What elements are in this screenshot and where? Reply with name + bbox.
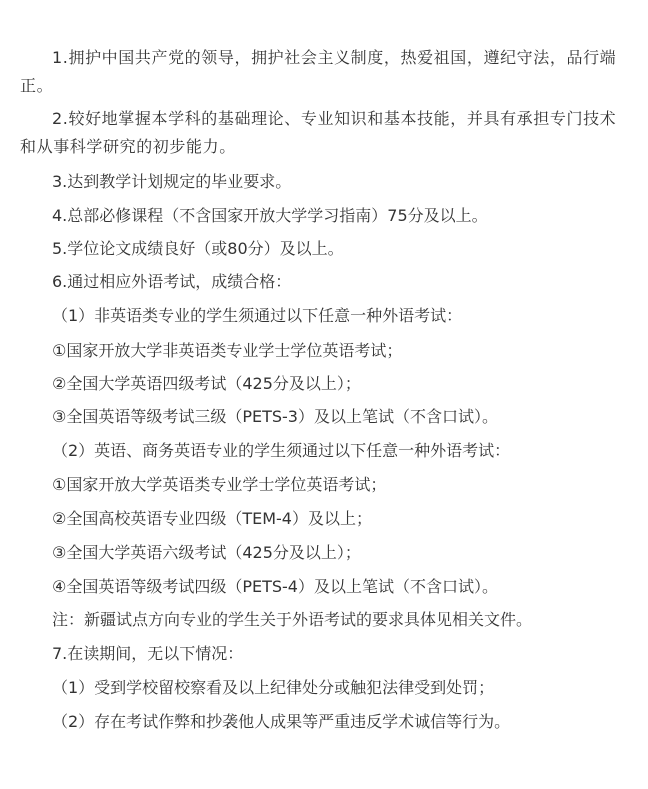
paragraph-6-2-b: ②全国高校英语专业四级（TEM-4）及以上； [52, 509, 372, 528]
paragraph-6-2-a: ①国家开放大学英语类专业学士学位英语考试； [52, 475, 387, 494]
paragraph-7-1: （1）受到学校留校察看及以上纪律处分或触犯法律受到处罚； [52, 678, 495, 697]
paragraph-1: 1.拥护中国共产党的领导，拥护社会主义制度，热爱祖国，遵纪守法，品行端正。 [20, 48, 617, 95]
paragraph-6-2-c: ③全国大学英语六级考试（425分及以上）； [52, 543, 361, 562]
paragraph-6-1: （1）非英语类专业的学生须通过以下任意一种外语考试： [52, 306, 463, 325]
note-paragraph: 注：新疆试点方向专业的学生关于外语考试的要求具体见相关文件。 [52, 610, 533, 629]
paragraph-6-1-b: ②全国大学英语四级考试（425分及以上）； [52, 374, 361, 393]
paragraph-2: 2.较好地掌握本学科的基础理论、专业知识和基本技能，并具有承担专门技术和从事科学研究的初步能力。 [20, 109, 617, 156]
paragraph-4: 4.总部必修课程（不含国家开放大学学习指南）75分及以上。 [52, 206, 488, 225]
paragraph-6: 6.通过相应外语考试，成绩合格： [52, 272, 292, 291]
paragraph-3: 3.达到教学计划规定的毕业要求。 [52, 172, 292, 191]
paragraph-5: 5.学位论文成绩良好（或80分）及以上。 [52, 239, 344, 258]
paragraph-6-2-d: ④全国英语等级考试四级（PETS-4）及以上笔试（不含口试）。 [52, 577, 498, 596]
paragraph-7: 7.在读期间，无以下情况： [52, 644, 244, 663]
paragraph-6-1-c: ③全国英语等级考试三级（PETS-3）及以上笔试（不含口试）。 [52, 407, 498, 426]
paragraph-7-2: （2）存在考试作弊和抄袭他人成果等严重违反学术诚信等行为。 [52, 712, 511, 731]
paragraph-6-2: （2）英语、商务英语专业的学生须通过以下任意一种外语考试： [52, 441, 511, 460]
paragraph-6-1-a: ①国家开放大学非英语类专业学士学位英语考试； [52, 341, 403, 360]
